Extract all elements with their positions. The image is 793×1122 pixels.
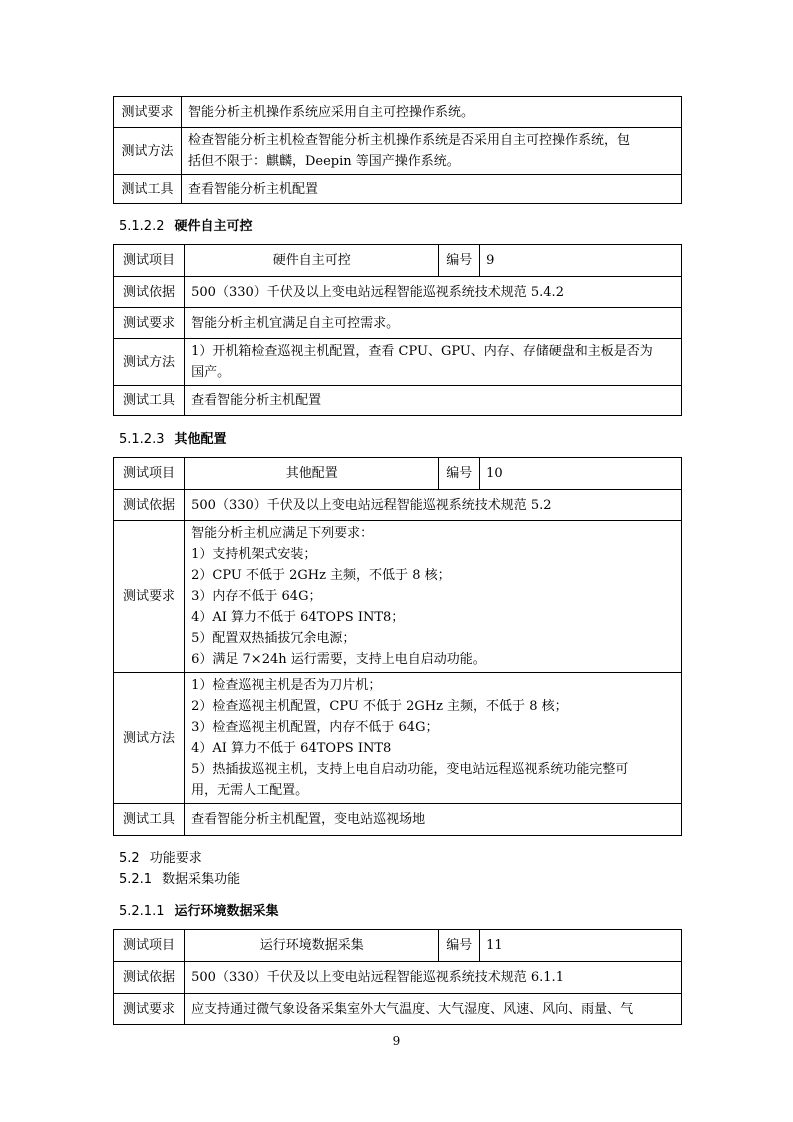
row-content: 1）检查巡视主机是否为刀片机； 2）检查巡视主机配置，CPU 不低于 2GHz 主频，不低于 8 核； 3）检查巡视主机配置，内存不低于 64G； 4）AI 算力不低于 64TOPS INT8 5）热插拔巡视主机，支持上电自启动功能，变电站远程巡视系统功能完整可 用，无需人工配置。 xyxy=(185,673,682,804)
row-content: 智能分析主机宜满足自主可控需求。 xyxy=(185,308,682,339)
table-row xyxy=(114,490,682,521)
section-heading-5-1-2-3: 5.1.2.3 其他配置 xyxy=(119,432,227,447)
table-row xyxy=(114,673,682,804)
table-row xyxy=(114,128,682,175)
row-content: 查看智能分析主机配置 xyxy=(182,175,682,204)
section-heading-5-2-1-1: 5.2.1.1 运行环境数据采集 xyxy=(119,904,279,919)
number-value: 11 xyxy=(480,930,682,962)
table-row xyxy=(114,308,682,339)
item-value: 硬件自主可控 xyxy=(185,245,439,277)
row-content: 智能分析主机应满足下列要求： 1）支持机架式安装； 2）CPU 不低于 2GHz 主频，不低于 8 核； 3）内存不低于 64G； 4）AI 算力不低于 64TOPS INT8； 5）配置双热插拔冗余电源； 6）满足 7×24h 运行需要，支持上电自启动功能。 xyxy=(185,521,682,673)
row-label: 测试方法 xyxy=(114,128,182,175)
section-heading-5-1-2-2: 5.1.2.2 硬件自主可控 xyxy=(119,219,253,234)
table-row xyxy=(114,175,682,204)
table-header-row xyxy=(114,930,682,962)
table-hardware-autonomy xyxy=(113,244,682,416)
item-value: 运行环境数据采集 xyxy=(185,930,439,962)
number-label: 编号 xyxy=(439,458,480,490)
table-os-autonomy xyxy=(113,96,682,204)
section-heading-5-2: 5.2 功能要求 xyxy=(119,851,202,866)
row-label: 测试工具 xyxy=(114,804,185,836)
row-content: 查看智能分析主机配置，变电站巡视场地 xyxy=(185,804,682,836)
row-content: 500（330）千伏及以上变电站远程智能巡视系统技术规范 6.1.1 xyxy=(185,962,682,994)
row-label: 测试方法 xyxy=(114,673,185,804)
item-label: 测试项目 xyxy=(114,245,185,277)
row-label: 测试要求 xyxy=(114,308,185,339)
number-value: 9 xyxy=(480,245,682,277)
number-label: 编号 xyxy=(439,245,480,277)
row-label: 测试要求 xyxy=(114,97,182,128)
row-label: 测试方法 xyxy=(114,339,185,386)
table-row xyxy=(114,386,682,416)
table-row xyxy=(114,521,682,673)
row-label: 测试依据 xyxy=(114,490,185,521)
row-content: 1）开机箱检查巡视主机配置，查看 CPU、GPU、内存、存储硬盘和主板是否为 国产。 xyxy=(185,339,682,386)
row-label: 测试依据 xyxy=(114,962,185,994)
row-label: 测试要求 xyxy=(114,994,185,1025)
table-header-row xyxy=(114,245,682,277)
row-content: 500（330）千伏及以上变电站远程智能巡视系统技术规范 5.4.2 xyxy=(185,277,682,308)
table-env-data-collection xyxy=(113,929,682,1025)
table-other-config xyxy=(113,457,682,836)
row-content: 应支持通过微气象设备采集室外大气温度、大气湿度、风速、风向、雨量、气 xyxy=(185,994,682,1025)
section-heading-5-2-1: 5.2.1 数据采集功能 xyxy=(119,872,241,887)
number-value: 10 xyxy=(480,458,682,490)
page-number: 9 xyxy=(392,1034,401,1048)
table-row xyxy=(114,339,682,386)
row-content: 500（330）千伏及以上变电站远程智能巡视系统技术规范 5.2 xyxy=(185,490,682,521)
item-label: 测试项目 xyxy=(114,458,185,490)
item-label: 测试项目 xyxy=(114,930,185,962)
row-content: 查看智能分析主机配置 xyxy=(185,386,682,416)
row-label: 测试依据 xyxy=(114,277,185,308)
number-label: 编号 xyxy=(439,930,480,962)
row-content: 检查智能分析主机检查智能分析主机操作系统是否采用自主可控操作系统，包 括但不限于：麒麟，Deepin 等国产操作系统。 xyxy=(182,128,682,175)
table-row xyxy=(114,277,682,308)
table-row xyxy=(114,97,682,128)
row-content: 智能分析主机操作系统应采用自主可控操作系统。 xyxy=(182,97,682,128)
table-row xyxy=(114,962,682,994)
row-label: 测试工具 xyxy=(114,386,185,416)
row-label: 测试要求 xyxy=(114,521,185,673)
table-header-row xyxy=(114,458,682,490)
row-label: 测试工具 xyxy=(114,175,182,204)
item-value: 其他配置 xyxy=(185,458,439,490)
table-row xyxy=(114,994,682,1025)
table-row xyxy=(114,804,682,836)
